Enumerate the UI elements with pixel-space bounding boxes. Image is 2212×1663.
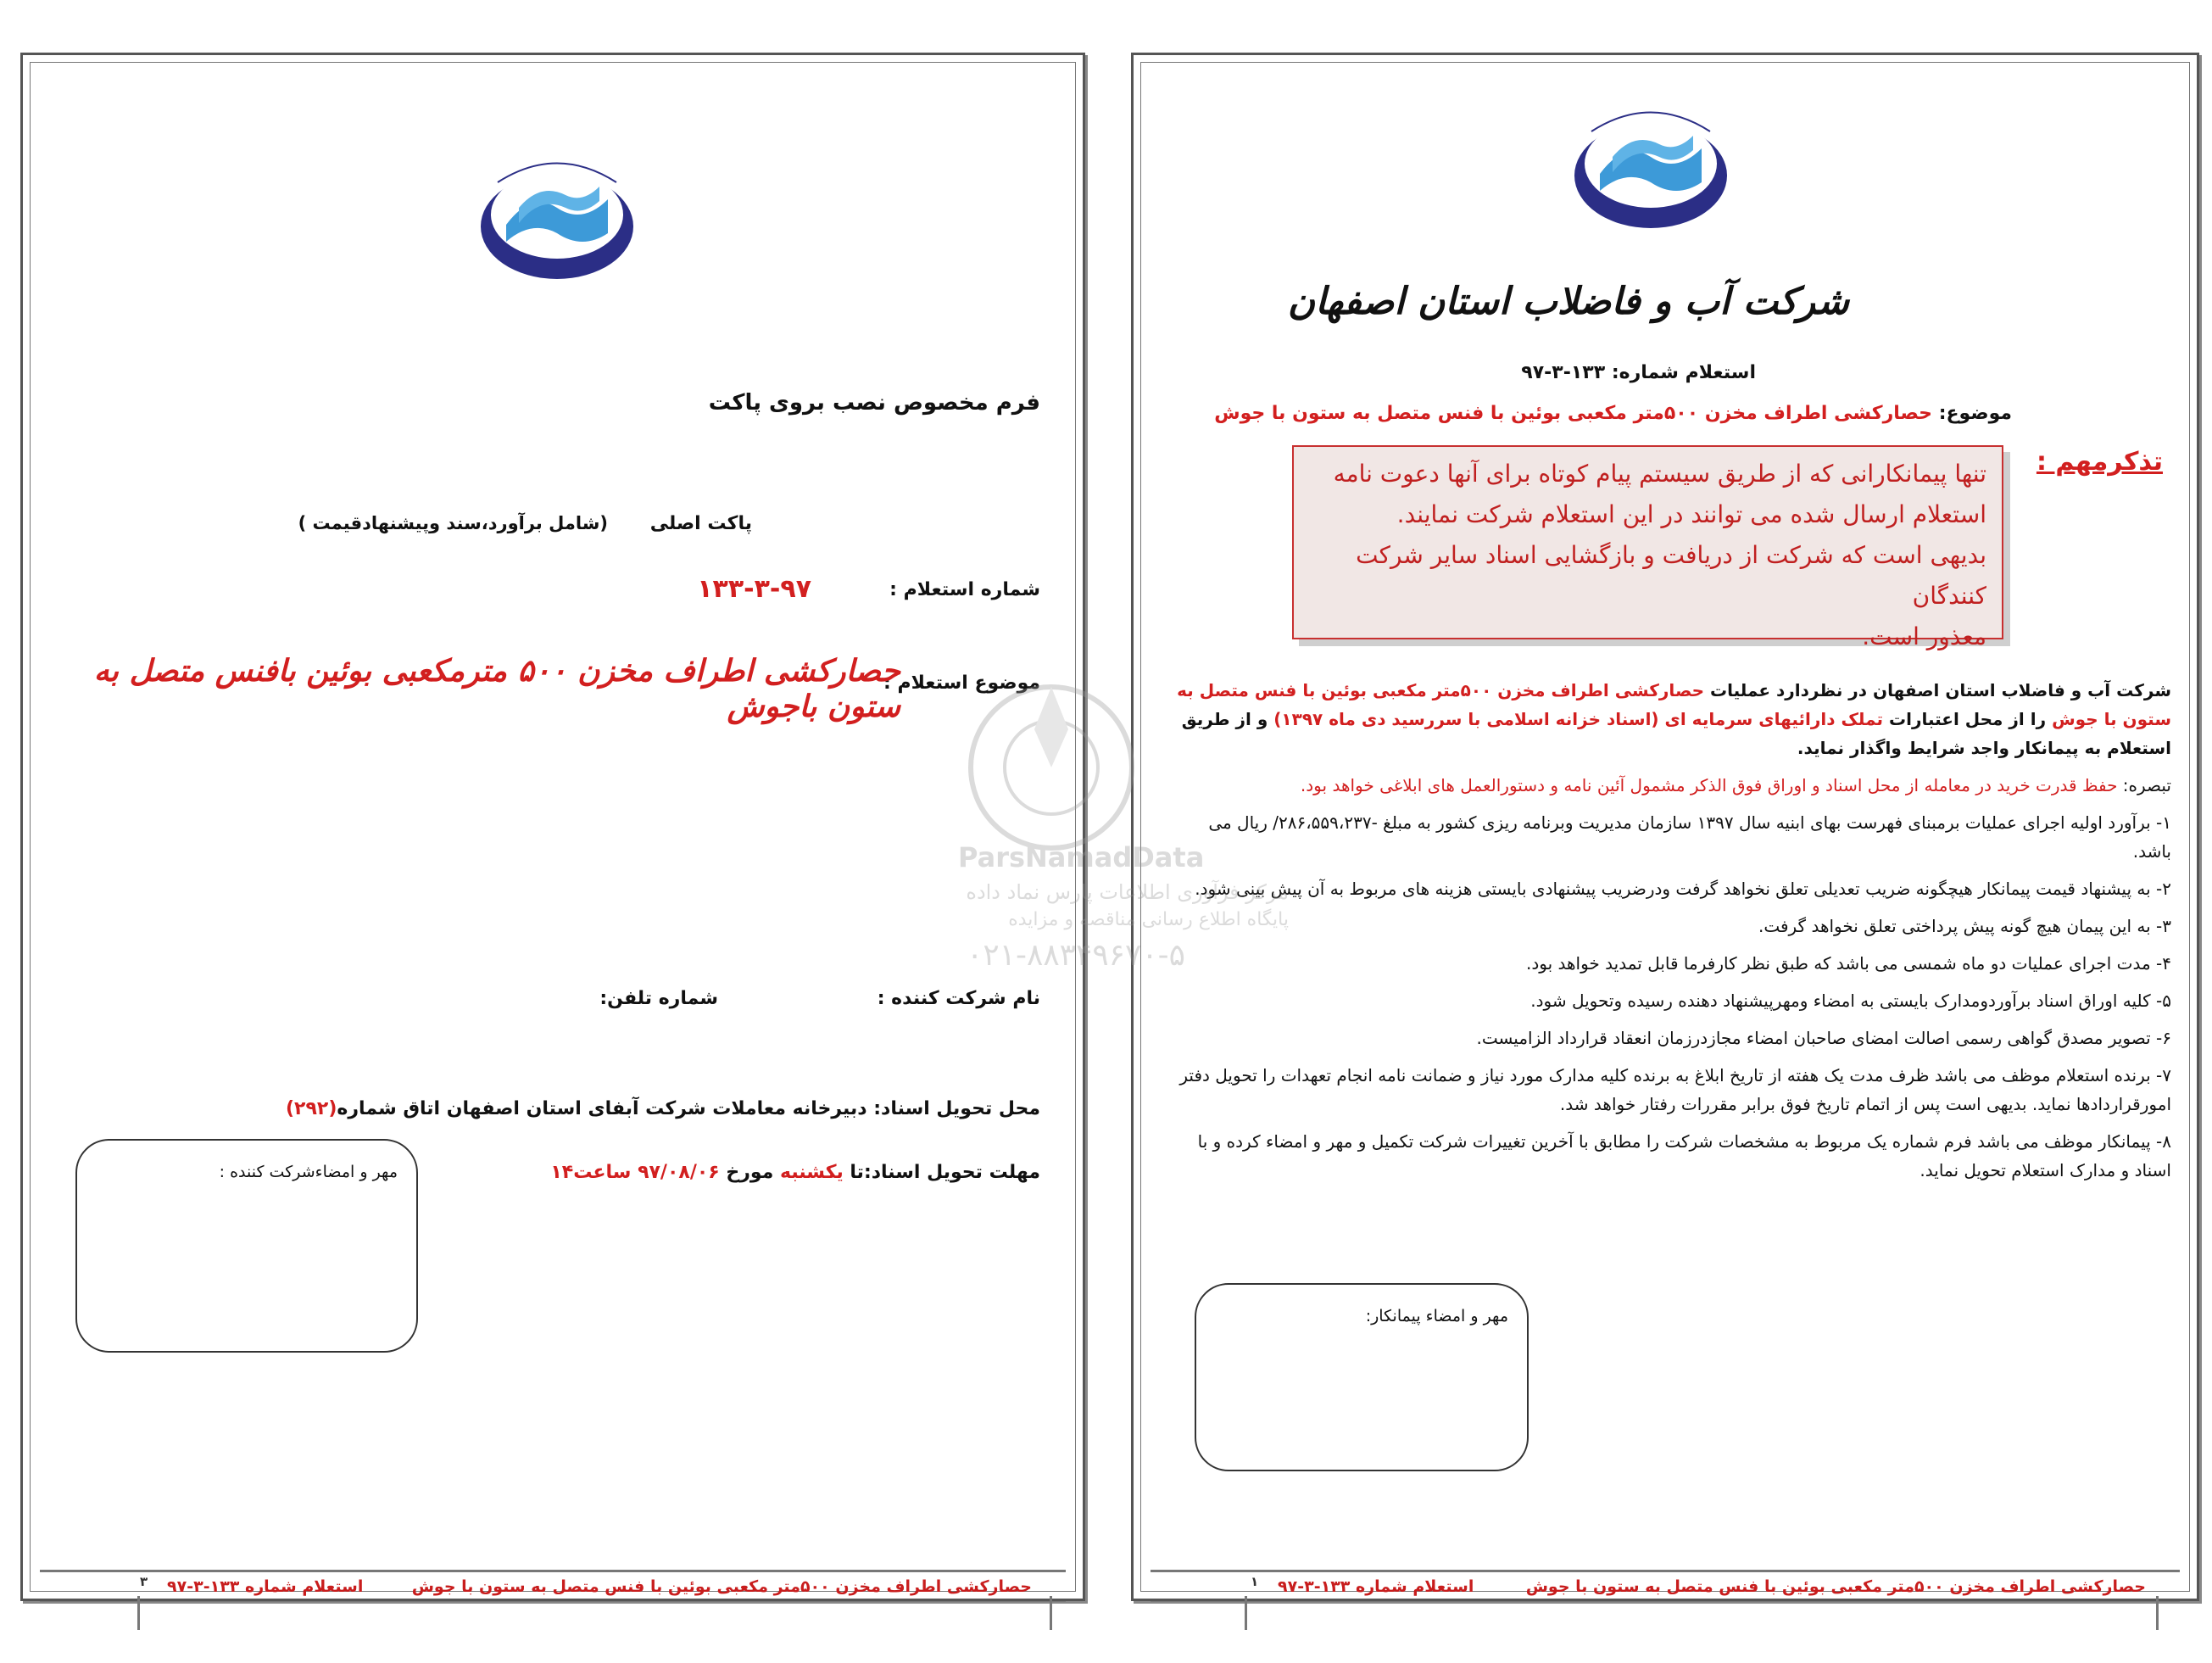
inquiry-number-label: شماره استعلام : xyxy=(889,579,1040,600)
condition-item: ۲- به پیشنهاد قیمت پیمانکار هیچگونه ضریب تعدیلی تعلق نخواهد گرفت ودرضریب پیشنهادی بایستی هزینه های مربوط به آن پیش بینی شود. xyxy=(1195,879,2171,899)
delivery-deadline xyxy=(550,1162,1040,1183)
subject-line xyxy=(1214,403,2012,424)
watermark-brand: ParsNamadData xyxy=(958,841,1205,873)
deadline-label: مهلت تحویل اسناد:تا xyxy=(850,1162,1040,1183)
watermark-line2: پایگاه اطلاع رسانی مناقصه و مزایده xyxy=(1008,909,1289,930)
condition-item: ۱- برآورد اولیه اجرای عملیات برمبنای فهرست بهای ابنیه سال ۱۳۹۷ سازمان مدیریت وبرنامه ریزی کشور به مبلغ -۲۸۶،۵۵۹،۲۳۷/ ریال می باشد. xyxy=(1208,812,2171,862)
condition-item: ۴- مدت اجرای عملیات دو ماه شمسی می باشد که طبق نظر کارفرما قابل تمدید خواهد بود. xyxy=(1525,953,2171,974)
notice-line: بدیهی است که شرکت از دریافت و بازگشایی اسناد سایر شرکت کنندگان xyxy=(1356,541,1986,610)
subject-value: حصارکشی اطراف مخزن ۵۰۰متر مکعبی بوئین با فنس متصل به ستون با جوش xyxy=(1214,403,1933,424)
footer-subject: حصارکشی اطراف مخزن ۵۰۰متر مکعبی بوئین با فنس متصل به ستون با جوش xyxy=(1525,1577,2146,1596)
notice-line: معذور است. xyxy=(1862,622,1986,650)
water-company-logo xyxy=(472,148,642,284)
page-footer xyxy=(40,1570,1066,1602)
note-label: تبصره: xyxy=(2122,775,2171,795)
packet-label: پاکت اصلی xyxy=(649,513,752,534)
intro-project: حصارکشی اطراف مخزن ۵۰۰متر مکعبی بوئین با فنس متصل به ستون با جوش xyxy=(1177,680,2171,729)
condition-item: ۸- پیمانکار موظف می باشد فرم شماره یک مربوط به مشخصات شرکت را مطابق با آخرین تغییرات شرکت تکمیل و مهر و امضاء کرده و با اسناد و مدارک استعلام تحویل نماید. xyxy=(1197,1131,2171,1180)
page-border xyxy=(30,62,1076,1592)
deadline-day: یکشنبه xyxy=(780,1162,844,1183)
watermark-phone: ۰۲۱-۸۸۳۴۹۶۷۰-۵ xyxy=(967,938,1186,973)
watermark-line1: مرکز فرآوری اطلاعات پارس نماد داده xyxy=(966,880,1289,904)
company-title: شرکت آب و فاضلاب استان اصفهان xyxy=(1287,280,1849,323)
deadline-time: ساعت۱۴ xyxy=(550,1162,632,1183)
note-text: حفظ قدرت خرید در معامله از محل اسناد و اوراق فوق الذکر مشمول آئین نامه و دستورالعمل های ابلاغی خواهد بود. xyxy=(1300,775,2118,795)
footer-divider xyxy=(2156,1596,2159,1630)
contractor-stamp-box xyxy=(1195,1283,1529,1471)
footer-inquiry: استعلام شماره ۱۳۳-۳-۹۷ xyxy=(1278,1577,1474,1596)
condition-item: ۷- برنده استعلام موظف می باشد ظرف مدت یک هفته از تاریخ ابلاغ به برنده کلیه مدارک مورد نیاز و ضمانت نامه انجام تعهدات را تحویل دفتر امورقراردادها نماید. بدیهی است پس از اتمام تاریخ فوق برابر مقررات رفتار خواهد شد. xyxy=(1179,1065,2171,1114)
document-page-3 xyxy=(20,53,1085,1601)
subject-label: موضوع استعلام : xyxy=(883,672,1040,694)
water-company-logo xyxy=(1566,98,1736,233)
phone-label: شماره تلفن: xyxy=(599,988,718,1009)
condition-item: ۵- کلیه اوراق اسناد برآوردومدارک بایستی به امضاء ومهرپیشنهاد دهنده رسیده وتحویل شود. xyxy=(1530,991,2171,1011)
important-notice-box xyxy=(1292,445,2003,650)
page-number: ۳ xyxy=(140,1574,148,1589)
company-stamp-label: مهر و امضاءشرکت کننده : xyxy=(219,1163,398,1181)
condition-item: ۶- تصویر مصدق گواهی رسمی اصالت امضای صاحبان امضاء مجازدرزمان انعقاد قرارداد الزامیست. xyxy=(1476,1028,2171,1048)
document-body xyxy=(1167,676,2171,1193)
note-paragraph xyxy=(1167,771,2171,800)
delivery-place xyxy=(286,1098,1040,1119)
company-name-label: نام شرکت کننده : xyxy=(877,988,1040,1009)
intro-text: شرکت آب و فاضلاب استان اصفهان در نظردارد عملیات xyxy=(1710,680,2171,700)
footer-divider xyxy=(137,1596,140,1630)
deadline-date: ۹۷/۰۸/۰۶ xyxy=(638,1162,720,1183)
footer-divider xyxy=(1050,1596,1052,1630)
inquiry-number: استعلام شماره: ۱۳۳-۳-۹۷ xyxy=(1521,362,1756,383)
parsnamaddata-watermark xyxy=(941,678,1297,1001)
form-title: فرم مخصوص نصب بروی پاکت xyxy=(708,390,1040,416)
footer-inquiry: استعلام شماره ۱۳۳-۳-۹۷ xyxy=(167,1577,364,1596)
notice-line: تنها پیمانکارانی که از طریق سیستم پیام کوتاه برای آنها دعوت نامه xyxy=(1333,460,1986,488)
subject-label: موضوع: xyxy=(1938,403,2012,424)
intro-funding-source: تملک دارائیهای سرمایه ای (اسناد خزانه اسلامی با سررسید دی ماه ۱۳۹۷) xyxy=(1273,709,1884,729)
page-footer xyxy=(1151,1570,2180,1602)
packet-description: (شامل برآورد،سند وپیشنهادقیمت ) xyxy=(298,513,608,533)
condition-item: ۳- به این پیمان هیچ گونه پیش پرداختی تعلق نخواهد گرفت. xyxy=(1758,916,2171,936)
delivery-place-value: دبیرخانه معاملات شرکت آبفای استان اصفهان اتاق شماره xyxy=(337,1098,867,1119)
page-number: ۱ xyxy=(1251,1574,1259,1589)
room-number: (۲۹۲) xyxy=(285,1098,337,1119)
notice-line: استعلام ارسال شده می توانند در این استعلام شرکت نمایند. xyxy=(1396,500,1986,528)
intro-closing: و از طریق استعلام به پیمانکار واجد شرایط واگذار نماید. xyxy=(1181,709,2171,758)
intro-funding-label: را از محل اعتبارات xyxy=(1888,709,2047,729)
watermark-emblem-icon xyxy=(958,678,1145,857)
footer-divider xyxy=(1245,1596,1247,1630)
deadline-mid: مورخ xyxy=(726,1162,774,1183)
subject-value: حصارکشی اطراف مخزن ۵۰۰ مترمکعبی بوئین بافنس متصل به ستون باجوش xyxy=(93,653,900,724)
delivery-place-label: محل تحویل اسناد: xyxy=(873,1098,1040,1119)
inquiry-number-value: ۱۳۳-۳-۹۷ xyxy=(697,574,811,604)
company-stamp-box xyxy=(75,1139,418,1353)
intro-paragraph xyxy=(1167,676,2171,762)
notice-heading: تذکرمهم : xyxy=(2036,447,2163,477)
footer-subject: حصارکشی اطراف مخزن ۵۰۰متر مکعبی بوئین با فنس متصل به ستون با جوش xyxy=(411,1577,1032,1596)
contractor-stamp-label: مهر و امضاء پیمانکار: xyxy=(1365,1307,1508,1325)
